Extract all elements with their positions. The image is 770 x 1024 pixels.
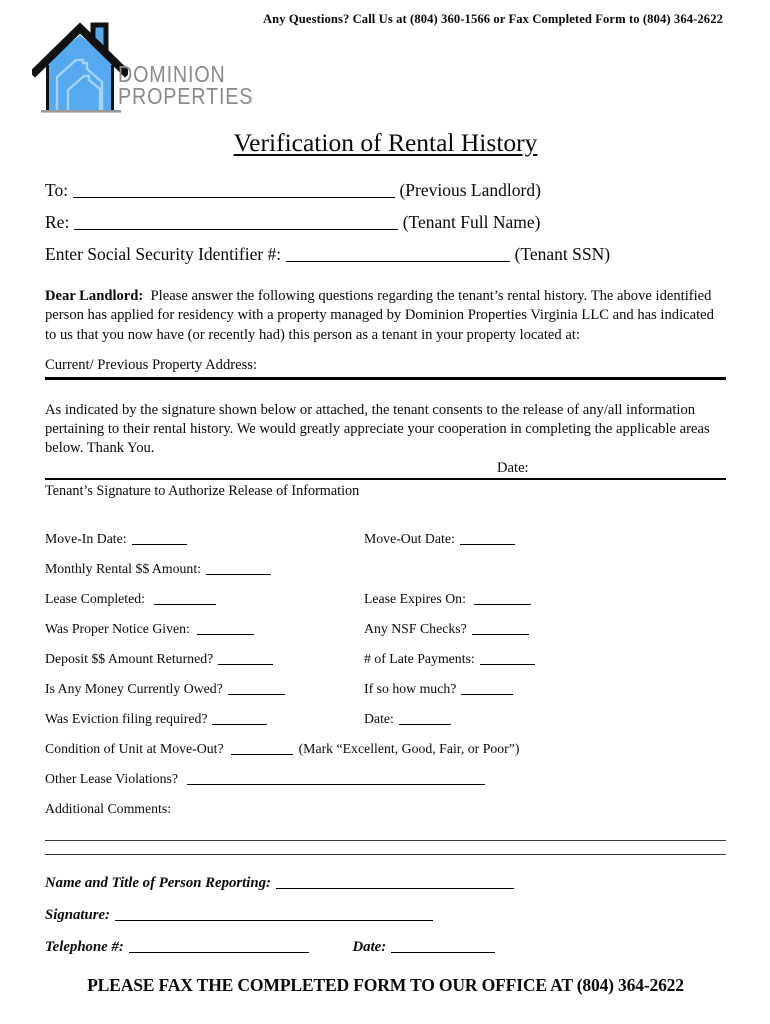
tenant-signature-line[interactable] [45, 460, 726, 480]
question-row [45, 591, 726, 621]
question-row [45, 621, 726, 651]
lease-expires-blank[interactable] [474, 591, 531, 605]
question-row [45, 651, 726, 681]
question-row [45, 711, 726, 741]
reporter-name-blank[interactable] [276, 874, 514, 889]
ssn-line [45, 238, 726, 270]
re-label: Re: [45, 212, 70, 232]
dominion-properties-logo [30, 16, 275, 118]
consent-date-label: Date: [497, 459, 529, 476]
re-suffix: (Tenant Full Name) [402, 212, 541, 232]
salutation: Dear Landlord: [45, 288, 144, 304]
monthly-rental-label: Monthly Rental $$ Amount: [45, 560, 201, 576]
lease-completed-label: Lease Completed: [45, 590, 145, 606]
how-much-label: If so how much? [364, 680, 457, 696]
monthly-rental-blank[interactable] [206, 561, 271, 575]
telephone-blank[interactable] [129, 938, 309, 953]
intro-paragraph [45, 287, 726, 345]
re-line [45, 206, 726, 238]
telephone-label: Telephone #: [45, 938, 124, 955]
condition-blank[interactable] [231, 741, 293, 755]
reporter-name-label: Name and Title of Person Reporting: [45, 874, 271, 891]
violations-label: Other Lease Violations? [45, 770, 179, 786]
violations-blank[interactable] [187, 771, 485, 785]
move-in-date-label: Move-In Date: [45, 530, 127, 546]
eviction-date-blank[interactable] [399, 711, 451, 725]
report-date-label: Date: [352, 938, 387, 955]
comments-line-2[interactable] [45, 854, 726, 855]
consent-paragraph: As indicated by the signature shown below or attached, the tenant consents to the release of any/all information pertaining to their rental history. We would greatly appreciate your cooperation in completing the applicable areas below. Thank You. [45, 401, 710, 457]
deposit-returned-label: Deposit $$ Amount Returned? [45, 650, 214, 666]
comments-label: Additional Comments: [45, 800, 172, 816]
eviction-date-label: Date: [364, 710, 394, 726]
reporter-signature-label: Signature: [45, 906, 110, 923]
question-row [45, 561, 726, 591]
proper-notice-label: Was Proper Notice Given: [45, 620, 190, 636]
question-row [45, 681, 726, 711]
condition-note: (Mark “Excellent, Good, Fair, or Poor”) [298, 740, 520, 756]
condition-row [45, 741, 726, 771]
lease-completed-blank[interactable] [154, 591, 216, 605]
proper-notice-blank[interactable] [197, 621, 254, 635]
money-owed-label: Is Any Money Currently Owed? [45, 680, 223, 696]
to-line [45, 174, 726, 206]
condition-label: Condition of Unit at Move-Out? [45, 740, 224, 756]
late-payments-blank[interactable] [480, 651, 535, 665]
reporter-phone-row [45, 938, 726, 970]
ssn-suffix: (Tenant SSN) [514, 244, 611, 264]
logo-word-dominion: DOMINION [118, 61, 226, 87]
house-logo-icon [32, 20, 128, 116]
tenant-ssn-blank[interactable] [286, 248, 510, 262]
intro-body: Please answer the following questions regarding the tenant’s rental history. The above identified person has applied for residency with a property managed by Dominion Properties Virginia LLC and has indicated to us that you now have (or recently had) this person as a tenant in your property located at: [45, 288, 714, 343]
ssn-label: Enter Social Security Identifier #: [45, 244, 282, 264]
property-address-label: Current/ Previous Property Address: [45, 356, 257, 373]
reporter-signature-row [45, 906, 726, 938]
property-address-line[interactable] [45, 357, 726, 380]
question-row [45, 531, 726, 561]
signature-caption: Tenant’s Signature to Authorize Release of Information [45, 482, 360, 499]
nsf-checks-label: Any NSF Checks? [364, 620, 467, 636]
violations-row [45, 771, 726, 801]
nsf-checks-blank[interactable] [472, 621, 529, 635]
comments-row [45, 801, 726, 831]
fax-instruction: PLEASE FAX THE COMPLETED FORM TO OUR OFFICE AT (804) 364-2622 [87, 974, 684, 995]
move-in-date-blank[interactable] [132, 531, 187, 545]
deposit-returned-blank[interactable] [218, 651, 273, 665]
logo-wordmark [118, 61, 254, 109]
move-out-date-blank[interactable] [460, 531, 515, 545]
reporter-signature-blank[interactable] [115, 906, 433, 921]
questions-phone-note: Any Questions? Call Us at (804) 360-1566 or Fax Completed Form to (804) 364-2622 [262, 12, 723, 26]
eviction-filing-label: Was Eviction filing required? [45, 710, 208, 726]
money-owed-blank[interactable] [228, 681, 285, 695]
logo-word-properties: PROPERTIES [118, 82, 254, 109]
move-out-date-label: Move-Out Date: [364, 530, 455, 546]
how-much-blank[interactable] [461, 681, 513, 695]
logo-baseline [41, 110, 121, 113]
to-suffix: (Previous Landlord) [399, 180, 541, 200]
questions-section [45, 531, 726, 831]
tenant-name-blank[interactable] [74, 216, 398, 230]
reporting-section [45, 874, 726, 970]
previous-landlord-blank[interactable] [73, 184, 395, 198]
recipient-block [45, 174, 726, 270]
comments-line-1[interactable] [45, 840, 726, 841]
eviction-filing-blank[interactable] [212, 711, 267, 725]
reporter-name-row [45, 874, 726, 906]
to-label: To: [45, 180, 69, 200]
late-payments-label: # of Late Payments: [364, 650, 475, 666]
report-date-blank[interactable] [391, 938, 495, 953]
page-title: Verification of Rental History [233, 128, 538, 157]
lease-expires-label: Lease Expires On: [364, 590, 466, 606]
